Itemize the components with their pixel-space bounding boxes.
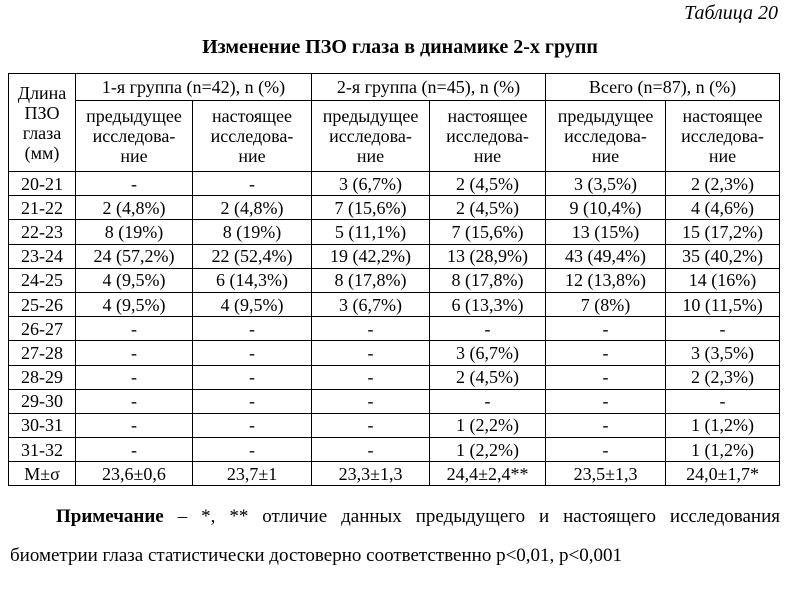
table-cell: 9 (10,4%) [546, 196, 666, 220]
table-cell: 4 (4,6%) [666, 196, 780, 220]
row-label-cell: 25-26 [9, 292, 76, 316]
table-cell: 23,5±1,3 [546, 462, 666, 486]
table-cell: - [193, 317, 312, 341]
table-cell: 23,3±1,3 [312, 462, 430, 486]
table-cell: 8 (19%) [76, 220, 193, 244]
subheader-line: настоящее [682, 106, 763, 126]
table-row [9, 462, 780, 486]
subheader-line: предыдущее [86, 106, 182, 126]
table-row [9, 438, 780, 462]
table-cell: 6 (13,3%) [430, 292, 546, 316]
table-cell: 12 (13,8%) [546, 268, 666, 292]
table-cell: 19 (42,2%) [312, 244, 430, 268]
table-cell: - [312, 365, 430, 389]
subheader-cell [193, 101, 312, 172]
table-row [9, 292, 780, 316]
table-cell: - [546, 365, 666, 389]
table-cell: - [546, 413, 666, 437]
table-cell: 43 (49,4%) [546, 244, 666, 268]
table-row [9, 365, 780, 389]
row-label-cell: 22-23 [9, 220, 76, 244]
group-header-2: 2-я группа (n=45), n (%) [312, 74, 546, 101]
table-cell: - [193, 438, 312, 462]
group-header-1: 1-я группа (n=42), n (%) [76, 74, 312, 101]
table-caption: Таблица 20 [684, 2, 778, 24]
table-cell: 3 (3,5%) [666, 341, 780, 365]
row-label-cell: 26-27 [9, 317, 76, 341]
table-cell: 5 (11,1%) [312, 220, 430, 244]
table-cell: 3 (3,5%) [546, 172, 666, 196]
table-cell: - [546, 317, 666, 341]
table-cell: 7 (15,6%) [312, 196, 430, 220]
table-cell: 35 (40,2%) [666, 244, 780, 268]
table-cell: 8 (17,8%) [312, 268, 430, 292]
table-cell: 3 (6,7%) [312, 292, 430, 316]
table-cell: - [76, 317, 193, 341]
row-header-line: Длина [17, 82, 67, 103]
table-cell: 4 (9,5%) [76, 292, 193, 316]
table-cell: 2 (4,5%) [430, 196, 546, 220]
table-cell: - [666, 317, 780, 341]
table-cell: 14 (16%) [666, 268, 780, 292]
row-label-cell: 23-24 [9, 244, 76, 268]
row-label-cell: 28-29 [9, 365, 76, 389]
table-cell: 24 (57,2%) [76, 244, 193, 268]
row-label-cell: 20-21 [9, 172, 76, 196]
row-header-line: (мм) [24, 142, 60, 163]
table-cell: 23,7±1 [193, 462, 312, 486]
note-lead: Примечание [56, 506, 164, 527]
table-cell: 2 (4,5%) [430, 172, 546, 196]
table-cell: - [546, 389, 666, 413]
table-cell: - [546, 341, 666, 365]
table-cell: 13 (28,9%) [430, 244, 546, 268]
table-row [9, 268, 780, 292]
subheader-cell [666, 101, 780, 172]
table-row [9, 413, 780, 437]
table-cell: - [312, 413, 430, 437]
table-cell: 1 (2,2%) [430, 438, 546, 462]
subheader-cell [312, 101, 430, 172]
table-cell: - [312, 438, 430, 462]
table-cell: 3 (6,7%) [312, 172, 430, 196]
table-cell: 1 (1,2%) [666, 413, 780, 437]
subheader-line: исследова- [681, 126, 764, 146]
table-cell: - [312, 317, 430, 341]
table-row [9, 172, 780, 196]
table-cell: - [193, 413, 312, 437]
subheader-line: ние [120, 146, 148, 166]
table-cell: - [312, 389, 430, 413]
subheader-cell [546, 101, 666, 172]
table-cell: 2 (4,5%) [430, 365, 546, 389]
table-cell: 7 (15,6%) [430, 220, 546, 244]
table-cell: 4 (9,5%) [193, 292, 312, 316]
table-cell: 2 (4,8%) [193, 196, 312, 220]
row-label-cell: 24-25 [9, 268, 76, 292]
subheader-cell [430, 101, 546, 172]
table-cell: - [430, 389, 546, 413]
table-cell: 22 (52,4%) [193, 244, 312, 268]
table-cell: 2 (2,3%) [666, 365, 780, 389]
subheader-line: настоящее [447, 106, 528, 126]
table-cell: 10 (11,5%) [666, 292, 780, 316]
subheader-line: исследова- [329, 126, 412, 146]
subheader-line: настоящее [212, 106, 293, 126]
subheader-line: ние [473, 146, 502, 166]
table-row [9, 244, 780, 268]
table-cell: - [76, 413, 193, 437]
subheader-line: ние [356, 146, 385, 166]
subheader-line: ние [708, 146, 737, 166]
table-cell: - [312, 341, 430, 365]
row-header-line: глаза [22, 122, 62, 143]
subheader-cell [76, 101, 193, 172]
table-cell: 15 (17,2%) [666, 220, 780, 244]
table-cell: - [193, 389, 312, 413]
table-cell: 2 (2,3%) [666, 172, 780, 196]
table-row [9, 389, 780, 413]
table-cell: - [76, 389, 193, 413]
table-note [10, 497, 780, 575]
table-cell: - [76, 365, 193, 389]
subheader-line: исследова- [210, 126, 294, 146]
table-cell: 13 (15%) [546, 220, 666, 244]
table-cell: 8 (19%) [193, 220, 312, 244]
row-label-cell: 27-28 [9, 341, 76, 365]
table-row [9, 220, 780, 244]
row-label-cell: 21-22 [9, 196, 76, 220]
note-text: – *, ** отличие данных предыдущего и настоящего исследования биометрии глаза статистически достоверно соответственно р<0,01, р<0,001 [10, 506, 780, 566]
table-title: Изменение ПЗО глаза в динамике 2-х групп [202, 36, 598, 58]
table-cell: 3 (6,7%) [430, 341, 546, 365]
table-cell: - [76, 438, 193, 462]
row-header-line: ПЗО [24, 102, 60, 123]
table-cell: - [76, 341, 193, 365]
table-cell: 6 (14,3%) [193, 268, 312, 292]
subheader-line: исследова- [446, 126, 529, 146]
table-row [9, 341, 780, 365]
table-cell: - [430, 317, 546, 341]
row-label-cell: 30-31 [9, 413, 76, 437]
subheader-line: предыдущее [322, 106, 419, 126]
table-cell: 1 (1,2%) [666, 438, 780, 462]
table-row [9, 317, 780, 341]
table-cell: - [193, 172, 312, 196]
subheader-line: предыдущее [557, 106, 654, 126]
table-row [9, 196, 780, 220]
group-header-total: Всего (n=87), n (%) [546, 74, 780, 101]
table-cell: 23,6±0,6 [76, 462, 193, 486]
table-cell: 2 (4,8%) [76, 196, 193, 220]
table-cell: - [193, 341, 312, 365]
row-header-cell [9, 74, 76, 172]
subheader-line: исследова- [564, 126, 647, 146]
subheader-line: ние [238, 146, 266, 166]
row-label-cell: 31-32 [9, 438, 76, 462]
data-table [8, 73, 780, 486]
subheader-line: исследова- [92, 126, 176, 146]
table-cell: 7 (8%) [546, 292, 666, 316]
table-cell: - [193, 365, 312, 389]
table-cell: 24,0±1,7* [666, 462, 780, 486]
table-cell: 8 (17,8%) [430, 268, 546, 292]
row-label-cell: M±σ [9, 462, 76, 486]
subheader-line: ние [591, 146, 620, 166]
table-cell: - [666, 389, 780, 413]
row-label-cell: 29-30 [9, 389, 76, 413]
table-cell: 24,4±2,4** [430, 462, 546, 486]
table-cell: 1 (2,2%) [430, 413, 546, 437]
table-cell: 4 (9,5%) [76, 268, 193, 292]
table-cell: - [76, 172, 193, 196]
table-cell: - [546, 438, 666, 462]
